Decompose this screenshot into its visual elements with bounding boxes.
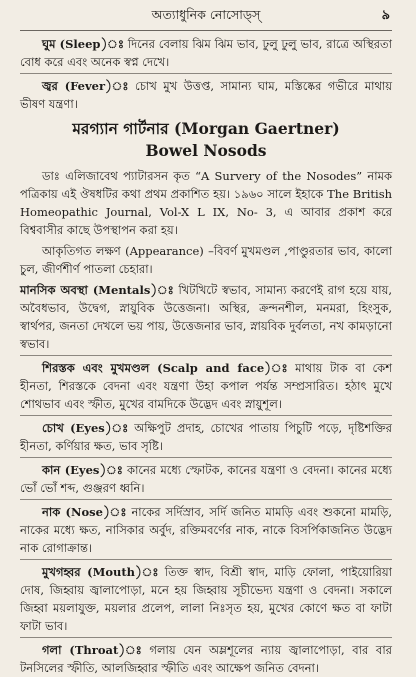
scalp-face-term: শিরস্তক এবং মুখমণ্ডল (Scalp and face)ঃ <box>42 361 288 375</box>
running-header <box>20 0 392 31</box>
nose-term: নাক (Nose)ঃ <box>42 505 127 519</box>
fever-term: জ্বর (Fever)ঃ <box>42 79 129 93</box>
scalp-face-text: মাথায় টাক বা কেশ হীনতা, শিরস্তকে বেদনা এবং যন্ত্রণা উহা কপাল পর্যন্ত সম্প্রসারিত। হঠাৎ মুখে শোথভাব এবং স্ফীত, মুখের বামদিকে উদ্ভেদ এবং স্নায়ুশূল। <box>20 361 392 411</box>
sleep-text: দিনের বেলায় ঝিম ঝিম ভাব, ঢুলু ঢুলু ভাব, রাত্রে অস্থিরতা বোধ করে এবং অনেক স্বপ্ন দেখে। <box>20 37 392 69</box>
nose-entry <box>20 503 392 560</box>
scalp-face-entry <box>20 359 392 416</box>
eyes-entry <box>20 419 392 458</box>
ears-entry <box>20 461 392 500</box>
sleep-entry <box>20 35 392 74</box>
ears-text: কানের মধ্যে স্ফোটক, কানের যন্ত্রণা ও বেদনা। কানের মধ্যে ভোঁ ভোঁ শব্দ, গুঞ্জরণ ধ্বনি। <box>20 463 392 495</box>
throat-entry <box>20 641 392 677</box>
running-title: অত্যাধুনিক নোসোড্‌স্‌ <box>151 7 261 22</box>
eyes-text: অক্ষিপুট প্রদাহ, চোখের পাতায় পিচুটি পড়ে, দৃষ্টিশক্তির হীনতা, কর্ণিয়ার ক্ষত, ভাব সৃষ্টি। <box>20 421 392 453</box>
throat-term: গলা (Throat)ঃ <box>42 643 142 657</box>
fever-text: চোখ মুখ উত্তপ্ত, সামান্য ঘাম, মস্তিষ্কের গভীরে মাথায় ভীষণ যন্ত্রণা। <box>20 79 393 111</box>
fever-entry <box>20 77 392 113</box>
mouth-entry <box>20 563 392 638</box>
mouth-term: মুখগহ্বর (Mouth)ঃ <box>42 565 159 579</box>
mentals-entry <box>20 281 392 356</box>
throat-text: গলায় যেন অম্লশূলের ন্যায় জ্বালাপোড়া, বার বার টনসিলের স্ফীতি, আলজিহ্বার স্ফীতি এবং আক্ষেপ জনিত বেদনা। <box>20 643 392 675</box>
mentals-term: মানসিক অবস্থা (Mentals)ঃ <box>20 283 174 297</box>
sleep-term: ঘুম (Sleep)ঃ <box>42 37 124 51</box>
ears-term: কান (Eyes)ঃ <box>42 463 123 477</box>
page-body <box>20 31 392 677</box>
intro-paragraph: ডাঃ এলিজাবেথ প্যাটারসন কৃত “A Survery of the Nosodes” নামক পত্রিকায় এই ঔষধটির কথা প্রথম প্রকাশিত হয়। ১৯৬০ সালে ইহাকে The British Homeopathic Journal, Vol-X L IX, No- 3, এ আবার প্রকাশ করে বিশ্ববাসীর কাছে উপস্থাপন করা হয়। <box>20 169 392 237</box>
page-number: ৯ <box>381 8 390 23</box>
symptom-list <box>20 281 392 677</box>
appearance-paragraph: আকৃতিগত লক্ষণ (Appearance) –বিবর্ণ মুখমণ্ডল ,পাণ্ডুরতার ভাব, কালো চুল, জীর্ণশীর্ণ পাতলা চেহারা। <box>20 244 392 276</box>
mentals-text: খিটখিটে স্বভাব, সামান্য করণেই রাগ হয়ে যায়, অবৈধভাব, উদ্বেগ, স্নায়ুবিক উত্তেজনা। অস্থির, ক্রন্দনশীল, মনমরা, হিংসুক, স্বার্থপর, জনতা দেখলে ভয় পায়, উত্তেজনার ভাব, স্নায়বিক দুর্বলতা, নখ কামড়ানো স্বভাব। <box>20 283 392 351</box>
eyes-term: চোখ (Eyes)ঃ <box>42 421 129 435</box>
nose-text: নাকের সর্দিস্রাব, সর্দি জনিত মামড়ি এবং শুকনো মামড়ি, নাকের মধ্যে ক্ষত, নাসিকার অর্বুদ, রক্তিমবর্ণের নাক, নাকে বিসর্পিকাজনিত উদ্ভেদ নাক রোগাক্রান্ত। <box>20 505 392 555</box>
section-subtitle: Bowel Nosods <box>145 141 267 160</box>
mouth-text: তিক্ত স্বাদ, বিশ্রী স্বাদ, মাড়ি ফোলা, পাইয়োরিয়া দোষ, জিহ্বায় জ্বালাপোড়া, মনে হয় জিহ্বায় সূচীভেদ্য যন্ত্রণা ও বেদনা। সকালে জিহ্বা ময়লাযুক্ত, ময়লার প্রলেপ, লালা নিঃসৃত হয়, মুখের কোণে ক্ষত বা ফাটা ফাটা ভাব। <box>20 565 392 633</box>
section-title: মরগ্যান গার্টনার (Morgan Gaertner) <box>72 119 340 138</box>
